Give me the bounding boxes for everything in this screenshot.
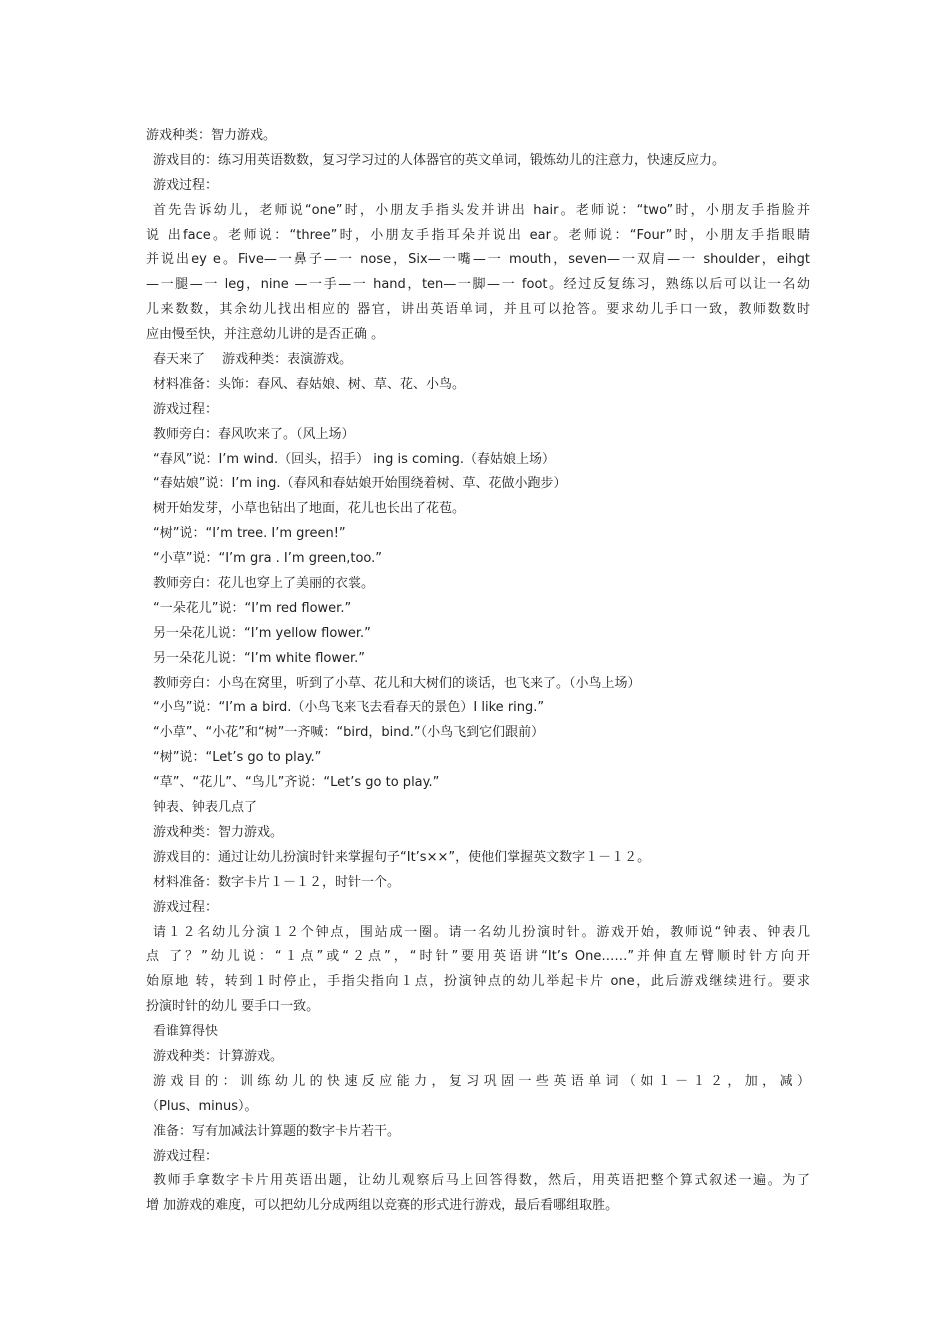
text-line: “草”、“花儿”、“鸟儿”齐说：“Let’s go to play.” [153,775,440,791]
text-line: 儿来数数，其余幼儿找出相应的 器官，讲出英语单词，并且可以抢答。要求幼儿手口一致，教师数数时 [146,302,810,318]
text-line: 点 了？”幼儿说：“１点”或“２点”，“时针”要用英语讲“It’s One……”并伸直左臂顺时针方向开 [146,949,810,965]
text-line: 说 出face。老师说：“three”时，小朋友手指耳朵并说出 ear。老师说：“Four”时，小朋友手指眼睛 [146,227,810,243]
text-line: “一朵花儿”说：“I’m red flower.” [153,600,352,616]
text-line: 游戏过程： [153,401,219,417]
text-line: 另一朵花儿说：“I’m white flower.” [153,650,365,666]
text-line: “树”说：“I’m tree. I’m green!” [153,526,346,542]
text-line: 游戏种类：计算游戏。 [153,1048,284,1064]
text-line: 钟表、钟表几点了 [153,800,258,816]
text-line: 请１２名幼儿分演１２个钟点，围站成一圈。请一名幼儿扮演时针。游戏开始，教师说“钟表、钟表几 [153,924,810,940]
text-line: 游戏种类：智力游戏。 [153,824,284,840]
text-line: 教师手拿数字卡片用英语出题，让幼儿观察后马上回答得数，然后，用英语把整个算式叙述一遍。为了 [153,1173,810,1189]
text-line: 教师旁白：小鸟在窝里，听到了小草、花儿和大树们的谈话，也飞来了。（小鸟上场） [153,675,641,691]
text-line: 材料准备：头饰：春风、春姑娘、树、草、花、小鸟。 [153,376,466,392]
text-line: 始原地 转，转到１时停止，手指尖指向１点，扮演钟点的幼儿举起卡片 one，此后游戏继续进行。要求 [146,974,810,990]
text-line: 增 加游戏的难度，可以把幼儿分成两组以竞赛的形式进行游戏，最后看哪组取胜。 [146,1198,619,1214]
text-line: （Plus、minus）。 [146,1098,258,1114]
text-line: 应由慢至快，并注意幼儿讲的是否正确 。 [146,327,385,343]
text-line: —一腿—一 leg，nine —一手—一 hand，ten—一脚—一 foot。经过反复练习，熟练以后可以让一名幼 [146,277,810,293]
text-line: 材料准备：数字卡片１－１２，时针一个。 [153,874,401,890]
text-line: 游戏过程： [153,177,219,193]
text-line: 扮演时针的幼儿 要手口一致。 [146,999,320,1015]
text-line: 游戏目的：训练幼儿的快速反应能力，复习巩固一些英语单词（如１－１２，加，减） [153,1073,810,1089]
text-line: 游戏过程： [153,899,219,915]
text-line: 春天来了 游戏种类：表演游戏。 [153,352,353,368]
text-line: “春姑娘”说：I’m ing.（春风和春姑娘开始围绕着树、草、花做小跑步） [153,476,567,492]
text-line: 看谁算得快 [153,1024,219,1040]
text-line: “小草”、“小花”和“树”一齐喊：“bird，bind.”（小鸟飞到它们跟前） [153,725,545,741]
text-line: 首先告诉幼儿，老师说“one”时，小朋友手指头发并讲出 hair。老师说：“two”时，小朋友手指脸并 [153,202,810,218]
text-line: 树开始发芽，小草也钻出了地面，花儿也长出了花苞。 [153,501,466,517]
text-line: “小鸟”说：“I’m a bird.（小鸟飞来飞去看春天的景色）I like ring.” [153,700,545,716]
text-line: 另一朵花儿说：“I’m yellow flower.” [153,625,371,641]
text-line: 游戏过程： [153,1148,219,1164]
text-line: “小草”说：“I’m gra . I’m green,too.” [153,551,383,567]
text-line: “树”说：“Let’s go to play.” [153,750,322,766]
text-line: 准备：写有加减法计算题的数字卡片若干。 [153,1123,401,1139]
text-line: 教师旁白：春风吹来了。（风上场） [153,426,355,442]
text-line: 游戏目的：练习用英语数数，复习学习过的人体器官的英文单词，锻炼幼儿的注意力，快速反应力。 [153,152,726,168]
document-body [146,124,810,1219]
text-line: 并说出ey e。Five—一鼻子—一 nose，Six—一嘴—一 mouth，seven—一双肩—一 shoulder，eihgt [146,252,810,268]
text-line: 游戏种类：智力游戏。 [146,128,277,143]
text-line: 教师旁白：花儿也穿上了美丽的衣裳。 [153,576,375,592]
text-line: 游戏目的：通过让幼儿扮演时针来掌握句子“It’s××”，使他们掌握英文数字１－１２。 [153,849,651,865]
text-line: “春风”说：I’m wind.（回头，招手） ing is coming.（春姑娘上场） [153,451,555,467]
